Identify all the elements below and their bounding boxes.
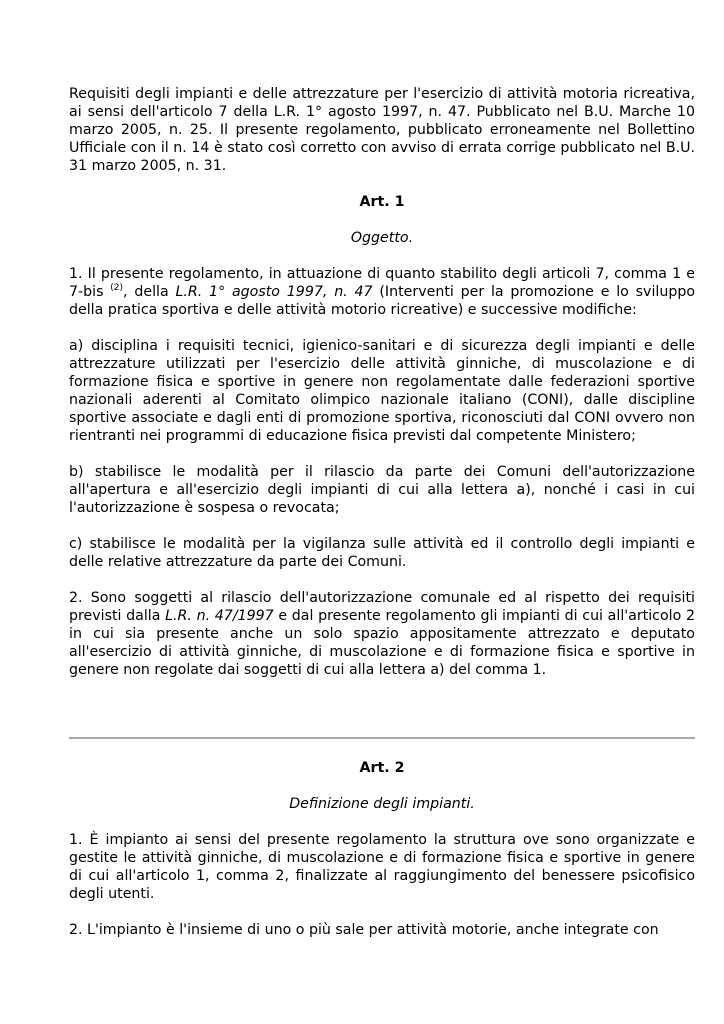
art1-title: Art. 1 <box>359 194 405 210</box>
art2-title: Art. 2 <box>359 760 405 776</box>
art1-paragraph-1 <box>69 265 695 319</box>
document-page <box>69 85 695 939</box>
art1-p1-text-b: , della <box>123 284 176 300</box>
law-reference-link[interactable]: L.R. 1° agosto 1997, n. 47 <box>175 284 373 300</box>
art1-p1-text-a: 1. Il presente regolamento, in attuazione di quanto stabilito degli articoli 7, comma 1 e 7-bis <box>69 266 695 300</box>
art1-p2-text-a: 2. Sono soggetti al rilascio dell'autorizzazione comunale ed al rispetto dei requisiti previsti dalla <box>69 590 695 624</box>
art1-item-c: c) stabilisce le modalità per la vigilanza sulle attività ed il controllo degli impianti e delle relative attrezzature da parte dei Comuni. <box>69 536 695 570</box>
art2-subtitle: Definizione degli impianti. <box>289 796 475 812</box>
art2-paragraph-2: 2. L'impianto è l'insieme di uno o più sale per attività motorie, anche integrate con <box>69 922 659 938</box>
intro-paragraph: Requisiti degli impianti e delle attrezzature per l'esercizio di attività motoria ricreativa, ai sensi dell'articolo 7 della L.R. 1° agosto 1997, n. 47. Pubblicato nel B.U. Marche 10 marzo 2005, n. 25. Il presente regolamento, pubblicato erroneamente nel Bollettino Ufficiale con il n. 14 è stato così corretto con avviso di errata corrige pubblicato nel B.U. 31 marzo 2005, n. 31. <box>69 86 695 174</box>
art1-item-b: b) stabilisce le modalità per il rilascio da parte dei Comuni dell'autorizzazione all'apertura e all'esercizio degli impianti di cui alla lettera a), nonché i casi in cui l'autorizzazione è sospesa o revocata; <box>69 464 695 516</box>
law-reference-link-2[interactable]: L.R. n. 47/1997 <box>165 608 274 624</box>
art1-subtitle: Oggetto. <box>350 230 414 246</box>
art1-p2-text-b: e dal presente regolamento gli impianti di cui all'articolo 2 in cui sia presente anche un solo spazio appositamente attrezzato e deputato all'esercizio di attività ginniche, di muscolazione e di formazione fisica e sportive in genere non regolate dai soggetti di cui alla lettera a) del comma 1. <box>69 608 695 678</box>
art1-item-a: a) disciplina i requisiti tecnici, igienico-sanitari e di sicurezza degli impianti e delle attrezzature utilizzati per l'esercizio delle attività ginniche, di muscolazione e di formazione fisica e sportive in genere non regolamentate dalle federazioni sportive nazionali aderenti al Comitato olimpico nazionale italiano (CONI), dalle discipline sportive associate e dagli enti di promozione sportiva, riconosciuti dal CONI ovvero non rientranti nei programmi di educazione fisica previsti dal competente Ministero; <box>69 338 695 444</box>
footnote-ref[interactable]: (2) <box>110 283 124 293</box>
art2-paragraph-1: 1. È impianto ai sensi del presente regolamento la struttura ove sono organizzate e gestite le attività ginniche, di muscolazione e di formazione fisica e sportive in genere di cui all'articolo 1, comma 2, finalizzate al raggiungimento del benessere psicofisico degli utenti. <box>69 832 695 902</box>
art1-paragraph-2 <box>69 589 695 679</box>
art1-p1-text-c: (Interventi per la promozione e lo sviluppo della pratica sportiva e delle attività motorio ricreative) e successive modifiche: <box>69 284 696 318</box>
